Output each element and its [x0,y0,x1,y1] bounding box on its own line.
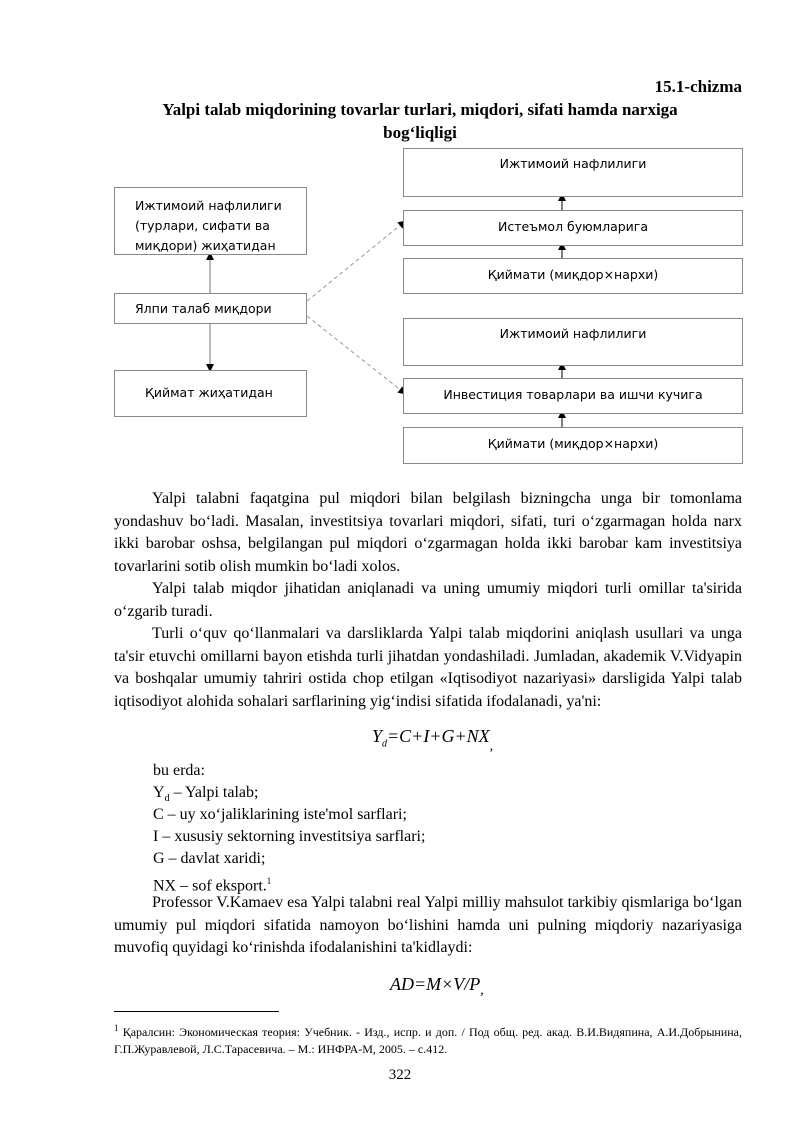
box-line: Ижтимоий нафлилиги [135,198,282,213]
box-consumer-goods [403,210,743,246]
box-label: Ижтимоий нафлилиги [499,156,647,171]
formula-ad [390,974,484,998]
page-number: 322 [388,1067,412,1083]
paragraph-3: Turli o‘quv qo‘llanmalari va darsliklarda Yalpi talab miqdorini aniqlash usullari va unga ta'sir etuvchi omillarni bayon etishda turli jihatdan yondashiladi. Jumladan, akademik V.Vidyapin va boshqalar umumiy tahriri ostida chop etilgan «Iqtisodiyot nazariyasi» darsligida Yalpi talab iqtisodiyot alohida sohalari sarflarining yig‘indisi sifatida ifodalanadi, ya'ni: [114,625,742,710]
yd-text: – Yalpi talab; [169,784,259,801]
yd-sub: d [164,793,170,805]
box-line: (турлари, сифати ва [135,218,270,233]
yd-letter: Y [153,784,165,801]
paragraph-2: Yalpi talab miqdor jihatidan aniqlanadi va uning umumiy miqdori turli omillar ta'sirida o‘zgarib turadi. [114,580,742,620]
box-social-utility-types [114,187,307,255]
figure-number: 15.1-chizma [654,77,742,96]
footnote-ref: 1 [266,876,272,886]
definitions-intro: bu erda: [153,762,205,779]
footnote [114,1020,742,1058]
paragraph-kamaev: Professor V.Kamaev esa Yalpi talabni real Yalpi milliy mahsulot tarkibiy qismlariga bo‘lgan umumiy pul miqdori sifatida namoyon bo‘lishini hamda uni pulning miqdoriy nazariyasiga muvofiq quyidagi ko‘rinishda ifodalanishini ta'kidlaydi: [114,894,742,956]
figure-title-line-1: Yalpi talab miqdorining tovarlar turlari, miqdori, sifati hamda narxiga [162,100,678,119]
definition-i: I – xususiy sektorning investitsiya sarflari; [153,828,426,845]
formula-sub: d [382,738,388,750]
box-label: Инвестиция товарлари ва ишчи кучига [443,387,703,402]
footnote-text: Қаралсин: Экономическая теория: Учебник. - Изд., испр. и доп. / Под общ. ред. акад. В.И.Видяпина, А.И.Добрынина, Г.П.Журавлевой, Л.С.Тарасевича. – М.: ИНФРА-М, 2005. – с.412. [114,1025,742,1056]
box-label: Истеъмол буюмларига [497,219,649,234]
box-social-utility-1 [403,148,743,197]
box-social-utility-2 [403,318,743,366]
box-label: Ижтимоий нафлилиги [499,326,647,341]
body-text [114,488,742,713]
footnote-mark: 1 [114,1023,119,1033]
box-label: Қиймати (миқдор×нархи) [487,436,659,451]
nx-text: NX – sof eksport. [153,877,267,895]
formula-comma: , [489,739,494,754]
box-label: Қиймат жиҳатидан [145,385,273,400]
box-label: Қиймати (миқдор×нархи) [487,267,659,282]
connector-to-consumer [307,223,403,301]
formula-aggregate-demand [372,726,494,754]
box-line: миқдори) жиҳатидан [135,238,276,253]
formula-y: Y [372,726,383,746]
connector-to-investment [307,316,403,392]
footnote-divider [114,1011,279,1012]
paragraph-1: Yalpi talabni faqatgina pul miqdori bilan belgilash bizningcha unga bir tomonlama yondashuv bo‘ladi. Masalan, investitsiya tovarlari miqdori, sifati, turi o‘zgarmagan holda narx ikki barobar oshsa, belgilangan pul miqdori o‘zgarmagan holda ikki barobar kam investitsiya tovarlarini sotib olish mumkin bo‘ladi xolos. [114,490,742,575]
box-investment-goods [403,378,743,414]
definition-g: G – davlat xaridi; [153,850,266,867]
body-text-2 [114,892,742,960]
formula-ad-comma: , [480,983,484,998]
definition-c: C – uy xo‘jaliklarining iste'mol sarflari; [153,806,407,823]
formula-ad-expr: AD=M×V/P [390,974,481,994]
figure-title-line-2: bog‘liqligi [383,123,457,142]
box-value-consumer [403,258,743,294]
box-value-investment [403,427,743,464]
box-aggregate-demand [114,293,307,324]
box-label: Ялпи талаб миқдори [135,301,272,316]
formula-rest: =C+I+G+NX [387,726,490,746]
box-value-aspect [114,370,307,417]
